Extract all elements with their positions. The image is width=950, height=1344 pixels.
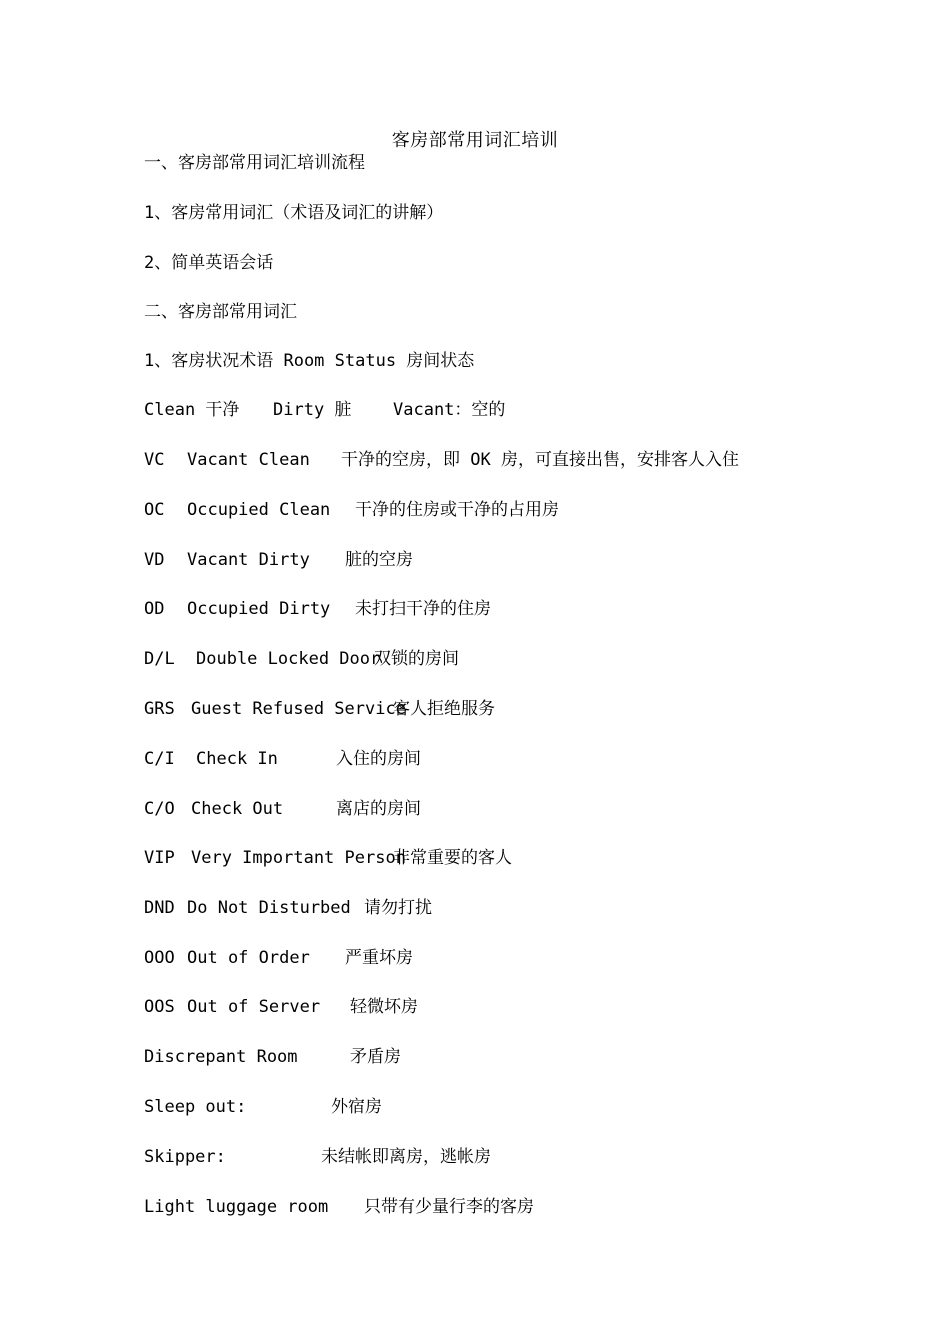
term-code: C/I [144, 749, 175, 769]
section-item-1-1: 1、客房常用词汇（术语及词汇的讲解） [144, 203, 444, 223]
term-english: Vacant Clean [187, 450, 310, 470]
term-english: Occupied Dirty [187, 599, 331, 619]
term-chinese: 入住的房间 [336, 749, 421, 769]
term-chinese: 未打扫干净的住房 [355, 599, 491, 619]
term-chinese: 轻微坏房 [350, 997, 418, 1017]
term-code: GRS [144, 699, 175, 719]
term-english: Out of Server [187, 997, 321, 1017]
status-clean: Clean 干净 [144, 400, 240, 420]
term-chinese: 脏的空房 [345, 550, 413, 570]
term-english: Do Not Disturbed [187, 898, 351, 918]
document-title: 客房部常用词汇培训 [391, 130, 559, 151]
term-chinese: 严重坏房 [345, 948, 413, 968]
term-english: Skipper: [144, 1147, 226, 1167]
term-english: Very Important Person [191, 848, 406, 868]
term-chinese: 离店的房间 [336, 799, 421, 819]
term-english: Check In [196, 749, 278, 769]
term-code: OC [144, 500, 165, 520]
term-code: DND [144, 898, 175, 918]
term-chinese: 外宿房 [331, 1097, 382, 1117]
term-english: Vacant Dirty [187, 550, 310, 570]
term-code: OOO [144, 948, 175, 968]
term-english: Double Locked Door [196, 649, 381, 669]
term-code: VC [144, 450, 165, 470]
term-english: Occupied Clean [187, 500, 331, 520]
term-code: D/L [144, 649, 175, 669]
term-chinese: 非常重要的客人 [393, 848, 512, 868]
term-chinese: 客人拒绝服务 [393, 699, 495, 719]
term-english: Discrepant Room [144, 1047, 298, 1067]
term-english: Out of Order [187, 948, 310, 968]
term-chinese: 未结帐即离房，逃帐房 [321, 1147, 491, 1167]
term-chinese: 干净的住房或干净的占用房 [355, 500, 559, 520]
term-chinese: 只带有少量行李的客房 [364, 1197, 534, 1217]
term-english: Check Out [191, 799, 284, 819]
term-english: Sleep out: [144, 1097, 247, 1117]
term-chinese: 请勿打扰 [364, 898, 432, 918]
term-chinese: 双锁的房间 [374, 649, 459, 669]
section-heading-2: 二、客房部常用词汇 [144, 302, 297, 322]
term-code: OD [144, 599, 165, 619]
term-code: OOS [144, 997, 175, 1017]
section-heading-1: 一、客房部常用词汇培训流程 [144, 153, 365, 173]
term-code: C/O [144, 799, 175, 819]
term-chinese: 矛盾房 [350, 1047, 401, 1067]
term-code: VD [144, 550, 165, 570]
term-chinese: 干净的空房，即 OK 房，可直接出售，安排客人入住 [341, 450, 739, 470]
term-code: VIP [144, 848, 175, 868]
term-english: Guest Refused Service [191, 699, 406, 719]
term-row [144, 1195, 844, 1291]
section-item-1-2: 2、简单英语会话 [144, 253, 274, 273]
status-vacant: Vacant：空的 [393, 400, 506, 420]
section-item-2-1: 1、客房状况术语 Room Status 房间状态 [144, 351, 475, 371]
term-english: Light luggage room [144, 1197, 329, 1217]
status-dirty: Dirty 脏 [273, 400, 352, 420]
